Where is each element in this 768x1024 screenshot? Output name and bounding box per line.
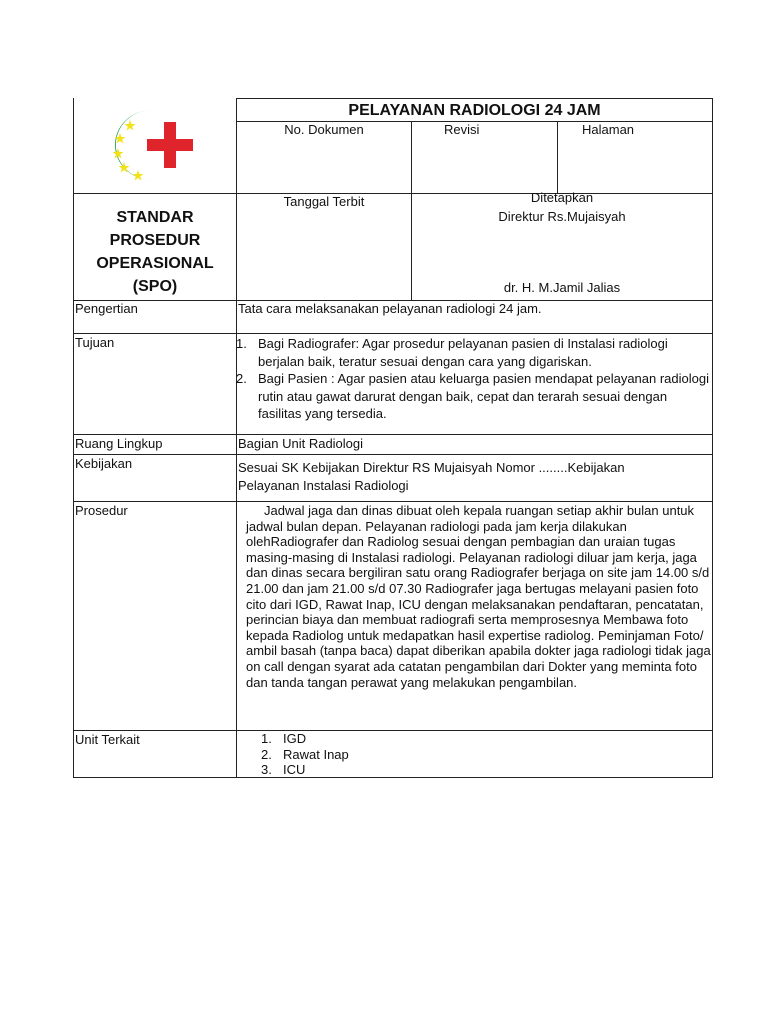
pengertian-label: Pengertian (75, 301, 138, 316)
list-number: 2. (261, 746, 272, 762)
tujuan-label: Tujuan (75, 335, 115, 350)
unit-terkait-label: Unit Terkait (75, 732, 140, 747)
unit-terkait-list (261, 731, 561, 778)
list-text: IGD (283, 731, 307, 746)
list-number: 2. (236, 371, 247, 386)
prosedur-text: Jadwal jaga dan dinas dibuat oleh kepala ruangan setiap akhir bulan untuk jadwal bulan depan. Pelayanan radiologi pada jam kerja dilakukan olehRadiografer dan Radiolog sesuai dengan pembagian dan uraian tugas masing-masing di Instalasi radiologi. Pelayanan radiologi diluar jam kerja, jaga dan dinas secara bergiliran satu orang Radiografer berjaga on site jam 14.00 s/d 21.00 dan jam 21.00 s/d 07.30 Radiografer jaga bertugas melayani pasien foto cito dari IGD, Rawat Inap, ICU dengan melaksanakan pendaftaran, pencatatan, perincian biaya dan membuat radiografi serta memprosesnya Membawa foto kepada Radiolog untuk medapatkan hasil expertise radiolog. Peminjaman Foto/ ambil basah (tanpa baca) dapat diberikan apabila dokter jaga radiologi tidak jaga on call dengan syarat ada catatan pengambilan dari Dokter yang meminta foto dan tanda tangan perawat yang melakukan pengambilan. (246, 503, 711, 690)
ruang-lingkup-text: Bagian Unit Radiologi (238, 436, 364, 451)
pengertian-row-bottom (73, 333, 713, 334)
list-number: 1. (261, 731, 272, 746)
no-dokumen-label: No. Dokumen (284, 122, 364, 137)
spo-line-abbreviation: (SPO) (132, 278, 178, 295)
document-title: PELAYANAN RADIOLOGI 24 JAM (348, 102, 601, 119)
border-left (73, 98, 74, 778)
border-top (236, 98, 713, 99)
ruang-lingkup-label: Ruang Lingkup (75, 436, 163, 451)
divider-revisi-halaman (557, 121, 558, 193)
red-cross-icon (147, 122, 193, 168)
star-icon (115, 133, 126, 144)
list-item (261, 747, 561, 763)
star-icon (133, 170, 144, 181)
crescent-cross-logo (108, 106, 214, 184)
direktur-label: Direktur Rs.Mujaisyah (498, 209, 626, 224)
list-item (261, 762, 561, 778)
spo-heading (74, 206, 236, 298)
spo-line-operasional: OPERASIONAL (96, 255, 214, 272)
border-right (712, 98, 713, 778)
star-icon (125, 120, 136, 131)
list-text: ICU (283, 762, 306, 777)
tanggal-terbit-label: Tanggal Terbit (283, 194, 365, 209)
tujuan-list (236, 335, 712, 423)
star-icon (113, 148, 124, 159)
crescent-icon (115, 110, 152, 180)
halaman-label: Halaman (582, 122, 635, 137)
list-text: Bagi Radiografer: Agar prosedur pelayanan pasien di Instalasi radiologi berjalan baik, teratur sesuai dengan cara yang digariskan. (258, 336, 668, 369)
star-icon (119, 162, 130, 173)
pengertian-text: Tata cara melaksanakan pelayanan radiologi 24 jam. (238, 301, 542, 316)
revisi-label: Revisi (444, 122, 480, 137)
ruang-lingkup-row-bottom (73, 454, 713, 455)
kebijakan-label: Kebijakan (75, 456, 133, 471)
list-text: Rawat Inap (283, 746, 349, 762)
list-text: Bagi Pasien : Agar pasien atau keluarga pasien mendapat pelayanan radiologi rutin atau gawat darurat dengan baik, cepat dan terarah sesuai dengan fasilitas yang tersedia. (258, 371, 709, 421)
list-number: 3. (261, 762, 272, 777)
list-item (236, 370, 712, 423)
spo-line-prosedur: PROSEDUR (109, 232, 201, 249)
signatory-name: dr. H. M.Jamil Jalias (503, 280, 621, 295)
list-item (236, 335, 712, 370)
list-number: 1. (236, 336, 247, 351)
logo-graphic (108, 106, 214, 184)
ditetapkan-label: Ditetapkan (530, 190, 594, 205)
prosedur-label: Prosedur (75, 503, 128, 518)
tujuan-row-bottom (73, 434, 713, 435)
kebijakan-text: Sesuai SK Kebijakan Direktur RS Mujaisyah Nomor ........Kebijakan Pelayanan Instalasi Radiologi (238, 460, 625, 493)
spo-line-standar: STANDAR (116, 209, 194, 226)
kebijakan-row-bottom (73, 501, 713, 502)
list-item (261, 731, 561, 747)
